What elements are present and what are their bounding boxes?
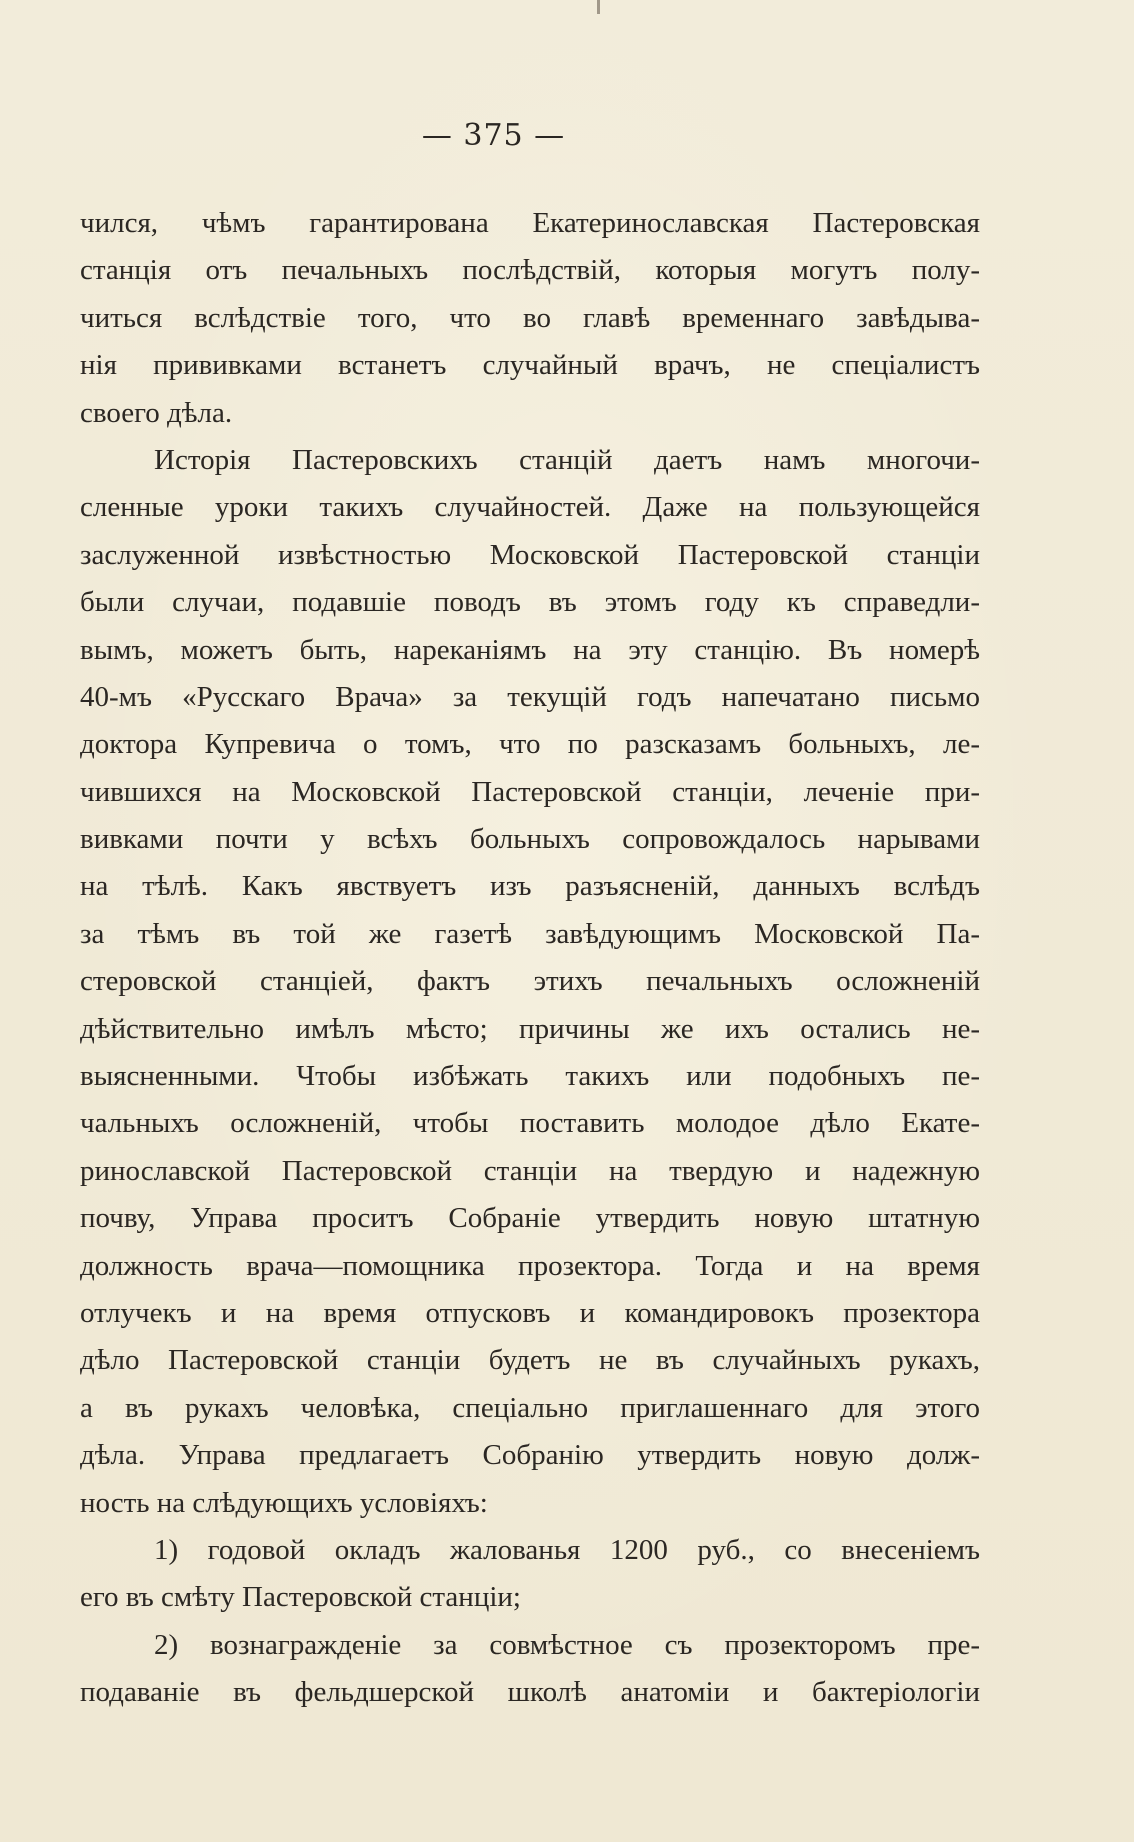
text-line: своего дѣла. <box>80 396 233 429</box>
text-line: чился, чѣмъ гарантирована Екатеринославская Пастеровская <box>80 207 980 239</box>
text-line: ринославской Пастеровской станціи на твердую и надежную <box>80 1154 980 1187</box>
text-line: ность на слѣдующихъ условіяхъ: <box>80 1486 488 1519</box>
text-line: подаваніе въ фельдшерской школѣ анатоміи и бактеріологіи <box>80 1676 980 1709</box>
text-line: дѣйствительно имѣлъ мѣсто; причины же ихъ остались не- <box>80 1012 980 1045</box>
text-line: дѣла. Управа предлагаетъ Собранію утвердить новую долж- <box>80 1439 980 1472</box>
print-mark <box>597 0 600 14</box>
text-line: должность врача—помощника прозектора. Тогда и на время <box>80 1249 980 1282</box>
text-line: почву, Управа проситъ Собраніе утвердить новую штатную <box>80 1202 980 1235</box>
text-line: дѣло Пастеровской станціи будетъ не въ случайныхъ рукахъ, <box>80 1344 980 1377</box>
text-line: нія прививками встанетъ случайный врачъ, не спеціалистъ <box>80 349 980 382</box>
text-line: вивками почти у всѣхъ больныхъ сопровождалось нарывами <box>80 823 980 856</box>
body-text <box>80 200 980 1717</box>
text-line: Исторія Пастеровскихъ станцій даетъ намъ многочи- <box>154 443 980 476</box>
text-line: станція отъ печальныхъ послѣдствій, которыя могутъ полу- <box>80 254 980 287</box>
text-line: были случаи, подавшіе поводъ въ этомъ году къ справедли- <box>80 586 980 619</box>
text-line: его въ смѣту Пастеровской станціи; <box>80 1581 521 1614</box>
text-line: сленные уроки такихъ случайностей. Даже на пользующейся <box>80 491 980 524</box>
text-line: а въ рукахъ человѣка, спеціально приглашеннаго для этого <box>80 1391 980 1424</box>
text-line: выясненными. Чтобы избѣжать такихъ или подобныхъ пе- <box>80 1060 980 1093</box>
text-line: на тѣлѣ. Какъ явствуетъ изъ разъясненій, данныхъ вслѣдъ <box>80 870 980 903</box>
text-line: доктора Купревича о томъ, что по разсказамъ больныхъ, ле- <box>80 728 980 761</box>
text-line: читься вслѣдствіе того, что во главѣ временнаго завѣдыва- <box>80 301 980 334</box>
text-line: заслуженной извѣстностью Московской Пастеровской станціи <box>80 538 980 571</box>
text-line: чившихся на Московской Пастеровской станціи, леченіе при- <box>80 775 980 808</box>
text-line: 2) вознагражденіе за совмѣстное съ прозекторомъ пре- <box>154 1628 980 1661</box>
page-number: — 375 — <box>421 118 566 153</box>
text-line: чальныхъ осложненій, чтобы поставить молодое дѣло Екате- <box>80 1107 980 1140</box>
text-line: 1) годовой окладъ жалованья 1200 руб., со внесеніемъ <box>154 1533 980 1566</box>
text-line: вымъ, можетъ быть, нареканіямъ на эту станцію. Въ номерѣ <box>80 633 980 666</box>
text-line: отлучекъ и на время отпусковъ и командировокъ прозектора <box>80 1296 980 1329</box>
text-line: стеровской станціей, фактъ этихъ печальныхъ осложненій <box>80 965 980 998</box>
text-line: за тѣмъ въ той же газетѣ завѣдующимъ Московской Па- <box>80 917 980 950</box>
text-line: 40-мъ «Русскаго Врача» за текущій годъ напечатано письмо <box>80 680 980 713</box>
